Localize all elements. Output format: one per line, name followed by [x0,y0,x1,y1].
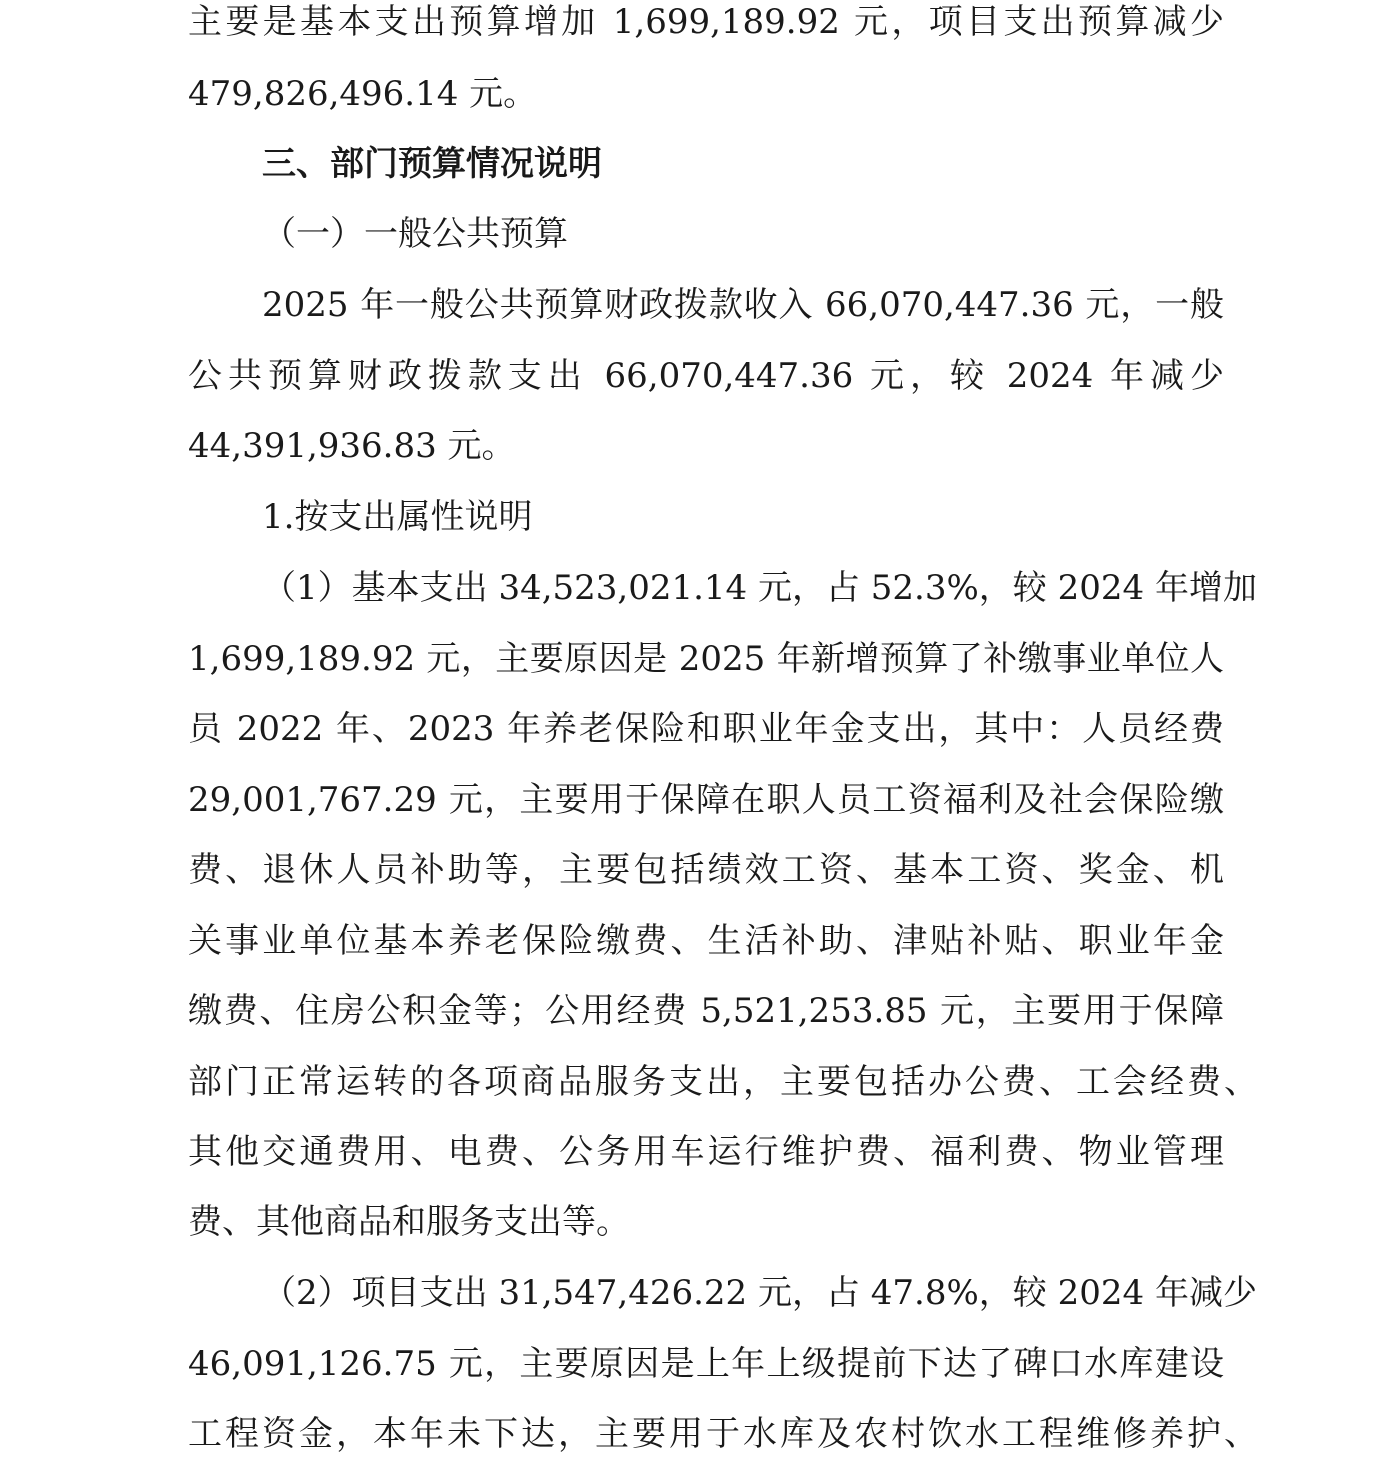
paragraph-line: 479,826,496.14 元。 [188,74,538,114]
paragraph-line: 主要是基本支出预算增加 1,699,189.92 元，项目支出预算减少 [188,2,1224,42]
paragraph-line: 2025 年一般公共预算财政拨款收入 66,070,447.36 元，一般 [262,285,1224,325]
paragraph-line: 员 2022 年、2023 年养老保险和职业年金支出，其中：人员经费 [188,709,1224,749]
paragraph-line: 部门正常运转的各项商品服务支出，主要包括办公费、工会经费、 [188,1062,1258,1102]
paragraph-line: 费、退休人员补助等，主要包括绩效工资、基本工资、奖金、机 [188,850,1224,890]
section-heading: 三、部门预算情况说明 [262,144,602,184]
paragraph-line: （1）基本支出 34,523,021.14 元，占 52.3%，较 2024 年增加 [262,568,1257,608]
paragraph-line: 关事业单位基本养老保险缴费、生活补助、津贴补贴、职业年金 [188,921,1224,961]
paragraph-line: 29,001,767.29 元，主要用于保障在职人员工资福利及社会保险缴 [188,780,1224,820]
paragraph-line: 公共预算财政拨款支出 66,070,447.36 元，较 2024 年减少 [188,356,1224,396]
paragraph-line: 44,391,936.83 元。 [188,426,516,466]
paragraph-line: 缴费、住房公积金等；公用经费 5,521,253.85 元，主要用于保障 [188,991,1224,1031]
paragraph-line: 费、其他商品和服务支出等。 [188,1202,630,1242]
item-heading: 1.按支出属性说明 [262,497,533,537]
subsection-heading: （一）一般公共预算 [262,214,568,254]
paragraph-line: 1,699,189.92 元，主要原因是 2025 年新增预算了补缴事业单位人 [188,639,1224,679]
paragraph-line: 工程资金，本年未下达，主要用于水库及农村饮水工程维修养护、 [188,1414,1258,1454]
paragraph-line: （2）项目支出 31,547,426.22 元，占 47.8%，较 2024 年减少 [262,1273,1257,1313]
paragraph-line: 其他交通费用、电费、公务用车运行维护费、福利费、物业管理 [188,1132,1224,1172]
paragraph-line: 46,091,126.75 元，主要原因是上年上级提前下达了碑口水库建设 [188,1344,1224,1384]
